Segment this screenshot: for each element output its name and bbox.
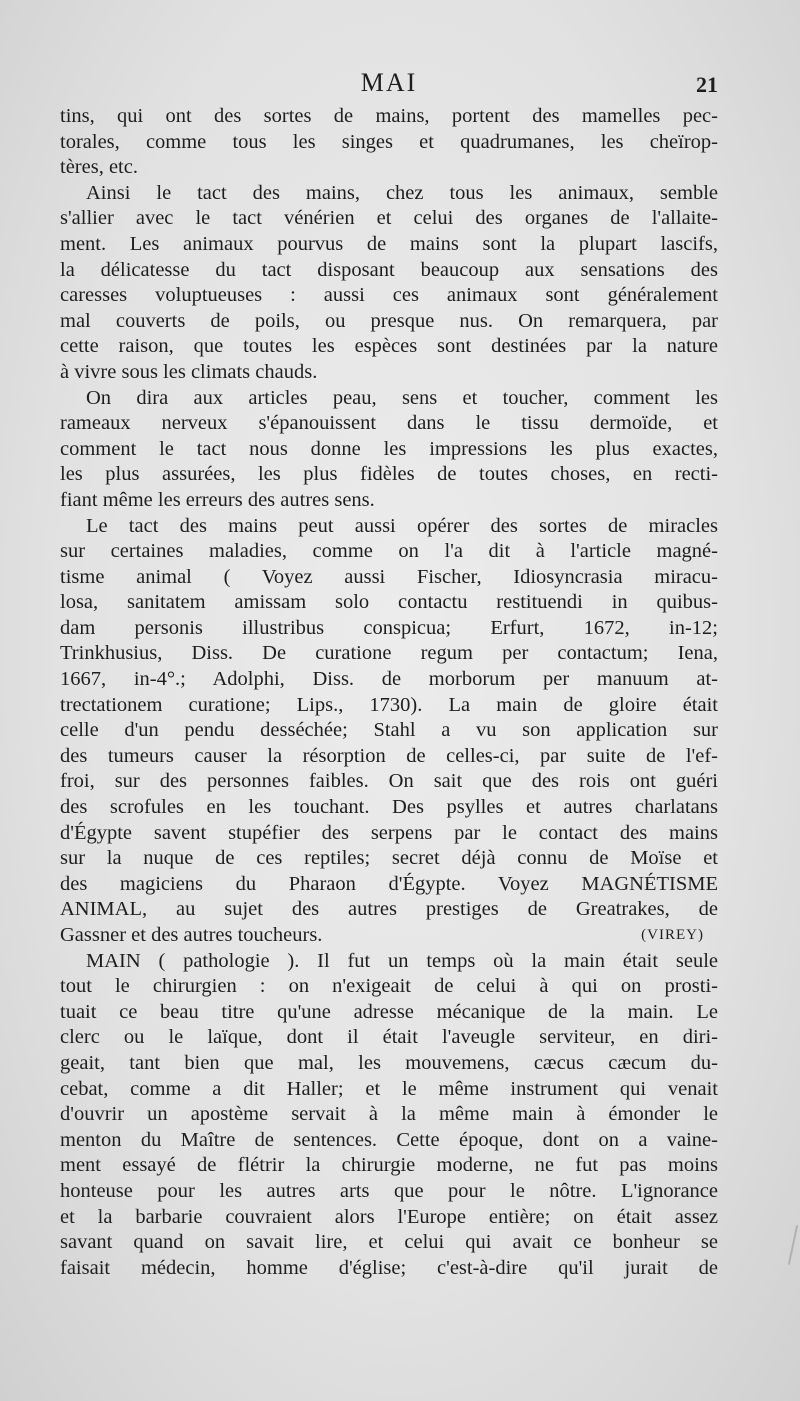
text-line: [60, 1179, 718, 1205]
text-line: [60, 897, 718, 923]
text-line: [60, 590, 718, 616]
text-line: [60, 232, 718, 258]
text-line: [60, 283, 718, 309]
text-line: [60, 386, 718, 412]
text-line-content: des scrofules en les touchant. Des psylles et autres charlatans: [60, 796, 718, 819]
text-line-content: Trinkhusius, Diss. De curatione regum per contactum; Iena,: [60, 642, 718, 665]
text-line: [60, 769, 718, 795]
text-line-content: à vivre sous les climats chauds.: [60, 360, 318, 383]
text-line-content: d'ouvrir un apostème servait à la même main à émonder le: [60, 1103, 718, 1126]
text-line-content: MAIN ( pathologie ). Il fut un temps où la main était seule: [86, 949, 718, 972]
text-line: [60, 1205, 718, 1231]
text-line: [60, 872, 718, 898]
page-number: 21: [696, 72, 718, 97]
text-line: [60, 1153, 718, 1179]
body-text: [60, 104, 718, 1281]
text-line: [60, 334, 718, 360]
text-line-content: ment. Les animaux pourvus de mains sont la plupart lascifs,: [60, 232, 718, 255]
text-line: [60, 1051, 718, 1077]
text-line-content: savant quand on savait lire, et celui qui avait ce bonheur se: [60, 1231, 718, 1254]
text-line-content: tisme animal ( Voyez aussi Fischer, Idiosyncrasia miracu-: [60, 565, 718, 588]
text-line-content: sur la nuque de ces reptiles; secret déjà connu de Moïse et: [60, 847, 718, 870]
page-header: [60, 68, 718, 104]
text-line-content: celle d'un pendu desséchée; Stahl a vu son application sur: [60, 719, 718, 742]
text-line-content: faisait médecin, homme d'église; c'est-à-dire qu'il jurait de: [60, 1256, 718, 1279]
author-signature: (VIREY): [641, 927, 704, 943]
text-line-content: tins, qui ont des sortes de mains, portent des mamelles pec-: [60, 105, 718, 127]
text-line-content: tout le chirurgien : on n'exigeait de celui à qui on prosti-: [60, 975, 718, 998]
text-line-content: caresses voluptueuses : aussi ces animaux sont généralement: [60, 284, 718, 307]
text-line-content: rameaux nerveux s'épanouissent dans le tissu dermoïde, et: [60, 412, 718, 435]
text-line-content: des magiciens du Pharaon d'Égypte. Voyez MAGNÉTISME: [60, 872, 718, 895]
text-line-content: d'Égypte savent stupéfier des serpens par le contact des mains: [60, 821, 718, 844]
text-line-content: froi, sur des personnes faibles. On sait que des rois ont guéri: [60, 770, 718, 793]
text-line: [60, 181, 718, 207]
text-line: [60, 641, 718, 667]
text-line: [60, 206, 718, 232]
text-line: [60, 1128, 718, 1154]
text-line-content: la délicatesse du tact disposant beaucoup aux sensations des: [60, 258, 718, 281]
text-line: [60, 130, 718, 156]
text-line-content: losa, sanitatem amissam solo contactu restituendi in quibus-: [60, 591, 718, 614]
text-line-content: 1667, in-4°.; Adolphi, Diss. de morborum per manuum at-: [60, 668, 718, 691]
text-line: [60, 744, 718, 770]
text-line-content: torales, comme tous les singes et quadrumanes, les cheïrop-: [60, 130, 718, 153]
text-line: [60, 1025, 718, 1051]
text-line: [60, 258, 718, 284]
text-line: [60, 539, 718, 565]
text-line-content: et la barbarie couvraient alors l'Europe entière; on était assez: [60, 1205, 718, 1228]
text-line: [60, 565, 718, 591]
text-line-content: geait, tant bien que mal, les mouvemens, cæcus cæcum du-: [60, 1051, 718, 1074]
text-line: [60, 1230, 718, 1256]
text-line-content: clerc ou le laïque, dont il était l'aveugle serviteur, en diri-: [60, 1026, 718, 1049]
text-line-content: trectationem curatione; Lips., 1730). La main de gloire était: [60, 693, 718, 716]
text-line: [60, 821, 718, 847]
text-line: [60, 514, 718, 540]
text-line: [60, 949, 718, 975]
text-line-content: ment essayé de flétrir la chirurgie moderne, ne fut pas moins: [60, 1154, 718, 1177]
text-line: [60, 616, 718, 642]
text-line-content: dam personis illustribus conspicua; Erfurt, 1672, in-12;: [60, 616, 718, 639]
running-title: MAI: [360, 68, 418, 97]
text-line: [60, 795, 718, 821]
text-line-content: On dira aux articles peau, sens et toucher, comment les: [86, 386, 718, 409]
paper-mark: [788, 1225, 798, 1265]
text-line: [60, 309, 718, 335]
text-line: [60, 923, 718, 949]
text-line-content: menton du Maître de sentences. Cette époque, dont on a vaine-: [60, 1128, 718, 1151]
text-line-content: ANIMAL, au sujet des autres prestiges de Greatrakes, de: [60, 898, 718, 921]
text-line: [60, 667, 718, 693]
text-line-content: Ainsi le tact des mains, chez tous les animaux, semble: [86, 181, 718, 204]
text-line: [60, 411, 718, 437]
text-line-content: comment le tact nous donne les impressions les plus exactes,: [60, 437, 718, 460]
text-line: [60, 693, 718, 719]
text-line: [60, 1000, 718, 1026]
text-line: [60, 488, 718, 514]
text-line: [60, 974, 718, 1000]
text-line-content: sur certaines maladies, comme on l'a dit à l'article magné-: [60, 540, 718, 563]
text-line-content: Le tact des mains peut aussi opérer des sortes de miracles: [86, 514, 718, 537]
text-line: [60, 104, 718, 130]
text-line-content: Gassner et des autres toucheurs.: [60, 924, 323, 946]
text-line: [60, 437, 718, 463]
text-line-content: honteuse pour les autres arts que pour le nôtre. L'ignorance: [60, 1179, 718, 1202]
text-line-content: tères, etc.: [60, 156, 138, 179]
text-line-content: s'allier avec le tact vénérien et celui des organes de l'allaite-: [60, 207, 718, 230]
text-line: [60, 846, 718, 872]
text-line-content: cette raison, que toutes les espèces sont destinées par la nature: [60, 335, 718, 358]
text-line-content: les plus assurées, les plus fidèles de toutes choses, en recti-: [60, 463, 718, 486]
text-line: [60, 1256, 718, 1282]
text-line-content: mal couverts de poils, ou presque nus. On remarquera, par: [60, 309, 718, 332]
text-line: [60, 718, 718, 744]
text-line: [60, 360, 718, 386]
text-line: [60, 155, 718, 181]
text-line-content: des tumeurs causer la résorption de celles-ci, par suite de l'ef-: [60, 744, 718, 767]
text-line: [60, 1102, 718, 1128]
text-line-content: tuait ce beau titre qu'une adresse mécanique de la main. Le: [60, 1000, 718, 1023]
text-line-content: fiant même les erreurs des autres sens.: [60, 488, 375, 511]
text-line: [60, 1077, 718, 1103]
text-line: [60, 462, 718, 488]
text-line-content: cebat, comme a dit Haller; et le même instrument qui venait: [60, 1077, 718, 1100]
